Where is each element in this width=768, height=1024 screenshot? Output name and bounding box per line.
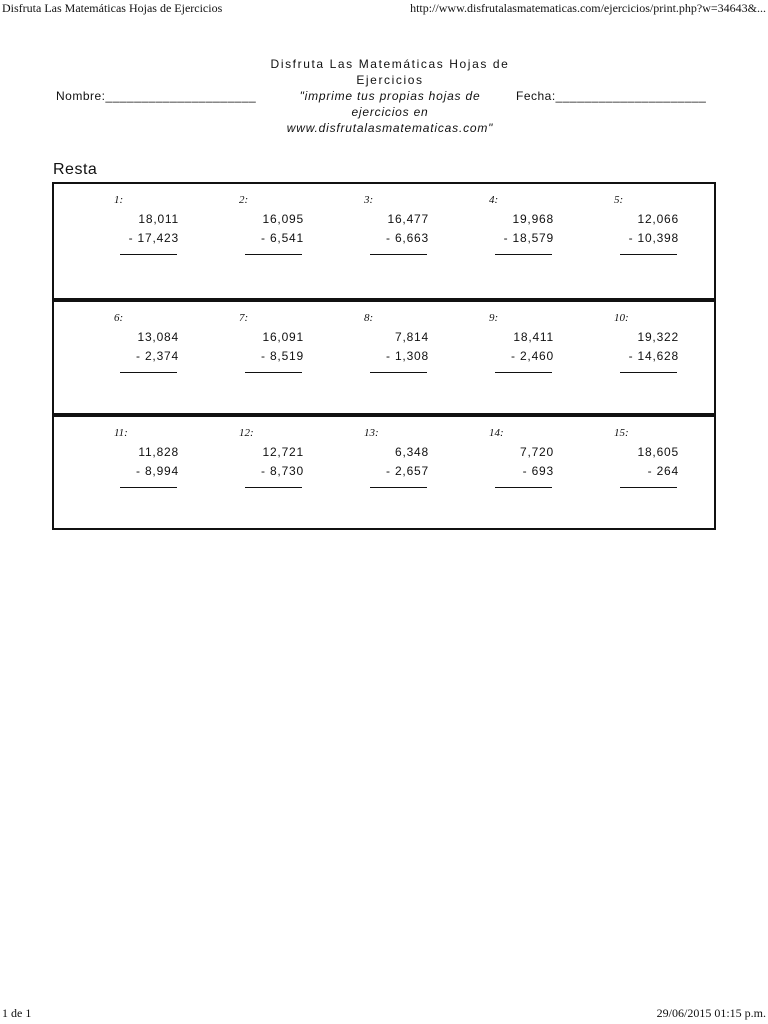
problem-grid — [52, 182, 716, 530]
minuend: 18,011 — [138, 212, 179, 226]
worksheet-title-line: Disfruta Las Matemáticas Hojas de — [270, 57, 510, 71]
subtraction-problem — [304, 417, 429, 517]
minuend: 6,348 — [394, 445, 429, 459]
subtraction-problem — [429, 184, 554, 284]
date-field-label: Fecha:_____________________ — [516, 89, 707, 103]
minuend: 11,828 — [138, 445, 179, 459]
problem-number: 9: — [489, 312, 499, 324]
subtraction-problem — [54, 302, 179, 402]
worksheet-title-line: Ejercicios — [356, 73, 424, 87]
subtrahend: - 8,519 — [261, 349, 304, 363]
minuend: 7,720 — [519, 445, 554, 459]
answer-line — [620, 254, 677, 255]
answer-line — [370, 254, 427, 255]
worksheet-slogan — [274, 88, 506, 136]
answer-line — [370, 487, 427, 488]
subtraction-problem — [304, 302, 429, 402]
slogan-line: www.disfrutalasmatematicas.com" — [286, 121, 494, 135]
answer-line — [495, 372, 552, 373]
print-url[interactable]: http://www.disfrutalasmatematicas.com/ejercicios/print.php?w=34643&... — [410, 1, 766, 15]
problem-number: 4: — [489, 194, 499, 206]
print-page-title: Disfruta Las Matemáticas Hojas de Ejercicios — [2, 1, 223, 15]
page-count: 1 de 1 — [2, 1006, 32, 1020]
answer-line — [495, 487, 552, 488]
print-timestamp: 29/06/2015 01:15 p.m. — [656, 1006, 766, 1020]
problem-number: 12: — [239, 427, 254, 439]
answer-line — [370, 372, 427, 373]
problem-number: 10: — [614, 312, 629, 324]
answer-line — [245, 372, 302, 373]
print-header — [0, 0, 768, 18]
problem-number: 5: — [614, 194, 624, 206]
subtrahend: - 8,994 — [136, 464, 179, 478]
subtrahend: - 8,730 — [261, 464, 304, 478]
minuend: 18,605 — [637, 445, 679, 459]
subtrahend: - 2,657 — [386, 464, 429, 478]
problem-number: 13: — [364, 427, 379, 439]
subtrahend: - 17,423 — [128, 231, 179, 245]
subtraction-problem — [179, 417, 304, 517]
minuend: 16,095 — [262, 212, 304, 226]
problem-number: 14: — [489, 427, 504, 439]
subtrahend: - 14,628 — [628, 349, 679, 363]
answer-line — [120, 372, 177, 373]
problem-number: 1: — [114, 194, 124, 206]
problem-number: 11: — [114, 427, 128, 439]
answer-line — [120, 254, 177, 255]
worksheet-title — [264, 56, 516, 88]
slogan-line: "imprime tus propias hojas de — [299, 89, 481, 103]
problem-row — [54, 298, 714, 414]
subtrahend: - 264 — [647, 464, 679, 478]
subtrahend: - 693 — [522, 464, 554, 478]
subtraction-problem — [179, 302, 304, 402]
problem-number: 2: — [239, 194, 249, 206]
subtraction-problem — [554, 302, 679, 402]
slogan-line: ejercicios en — [351, 105, 429, 119]
worksheet-header — [0, 56, 768, 140]
minuend: 12,066 — [637, 212, 679, 226]
problem-row — [54, 184, 714, 298]
problem-number: 15: — [614, 427, 629, 439]
subtraction-problem — [554, 417, 679, 517]
subtrahend: - 2,374 — [136, 349, 179, 363]
answer-line — [620, 372, 677, 373]
subtrahend: - 6,663 — [386, 231, 429, 245]
subtraction-problem — [429, 417, 554, 517]
subtrahend: - 1,308 — [386, 349, 429, 363]
subtraction-problem — [54, 417, 179, 517]
minuend: 18,411 — [513, 330, 554, 344]
subtrahend: - 2,460 — [511, 349, 554, 363]
problem-number: 6: — [114, 312, 124, 324]
subtrahend: - 10,398 — [628, 231, 679, 245]
subtraction-problem — [554, 184, 679, 284]
subtrahend: - 6,541 — [261, 231, 304, 245]
minuend: 7,814 — [394, 330, 429, 344]
answer-line — [620, 487, 677, 488]
subtraction-problem — [179, 184, 304, 284]
answer-line — [245, 487, 302, 488]
minuend: 13,084 — [137, 330, 179, 344]
problem-number: 8: — [364, 312, 374, 324]
subtrahend: - 18,579 — [503, 231, 554, 245]
print-footer — [0, 1006, 768, 1024]
minuend: 19,322 — [637, 330, 679, 344]
problem-number: 7: — [239, 312, 249, 324]
answer-line — [495, 254, 552, 255]
section-heading: Resta — [53, 161, 98, 178]
answer-line — [120, 487, 177, 488]
problem-row — [54, 413, 714, 528]
problem-number: 3: — [364, 194, 374, 206]
minuend: 16,477 — [387, 212, 429, 226]
answer-line — [245, 254, 302, 255]
minuend: 16,091 — [262, 330, 304, 344]
subtraction-problem — [429, 302, 554, 402]
minuend: 12,721 — [262, 445, 304, 459]
name-field-label: Nombre:_____________________ — [56, 89, 257, 103]
subtraction-problem — [304, 184, 429, 284]
subtraction-problem — [54, 184, 179, 284]
minuend: 19,968 — [512, 212, 554, 226]
